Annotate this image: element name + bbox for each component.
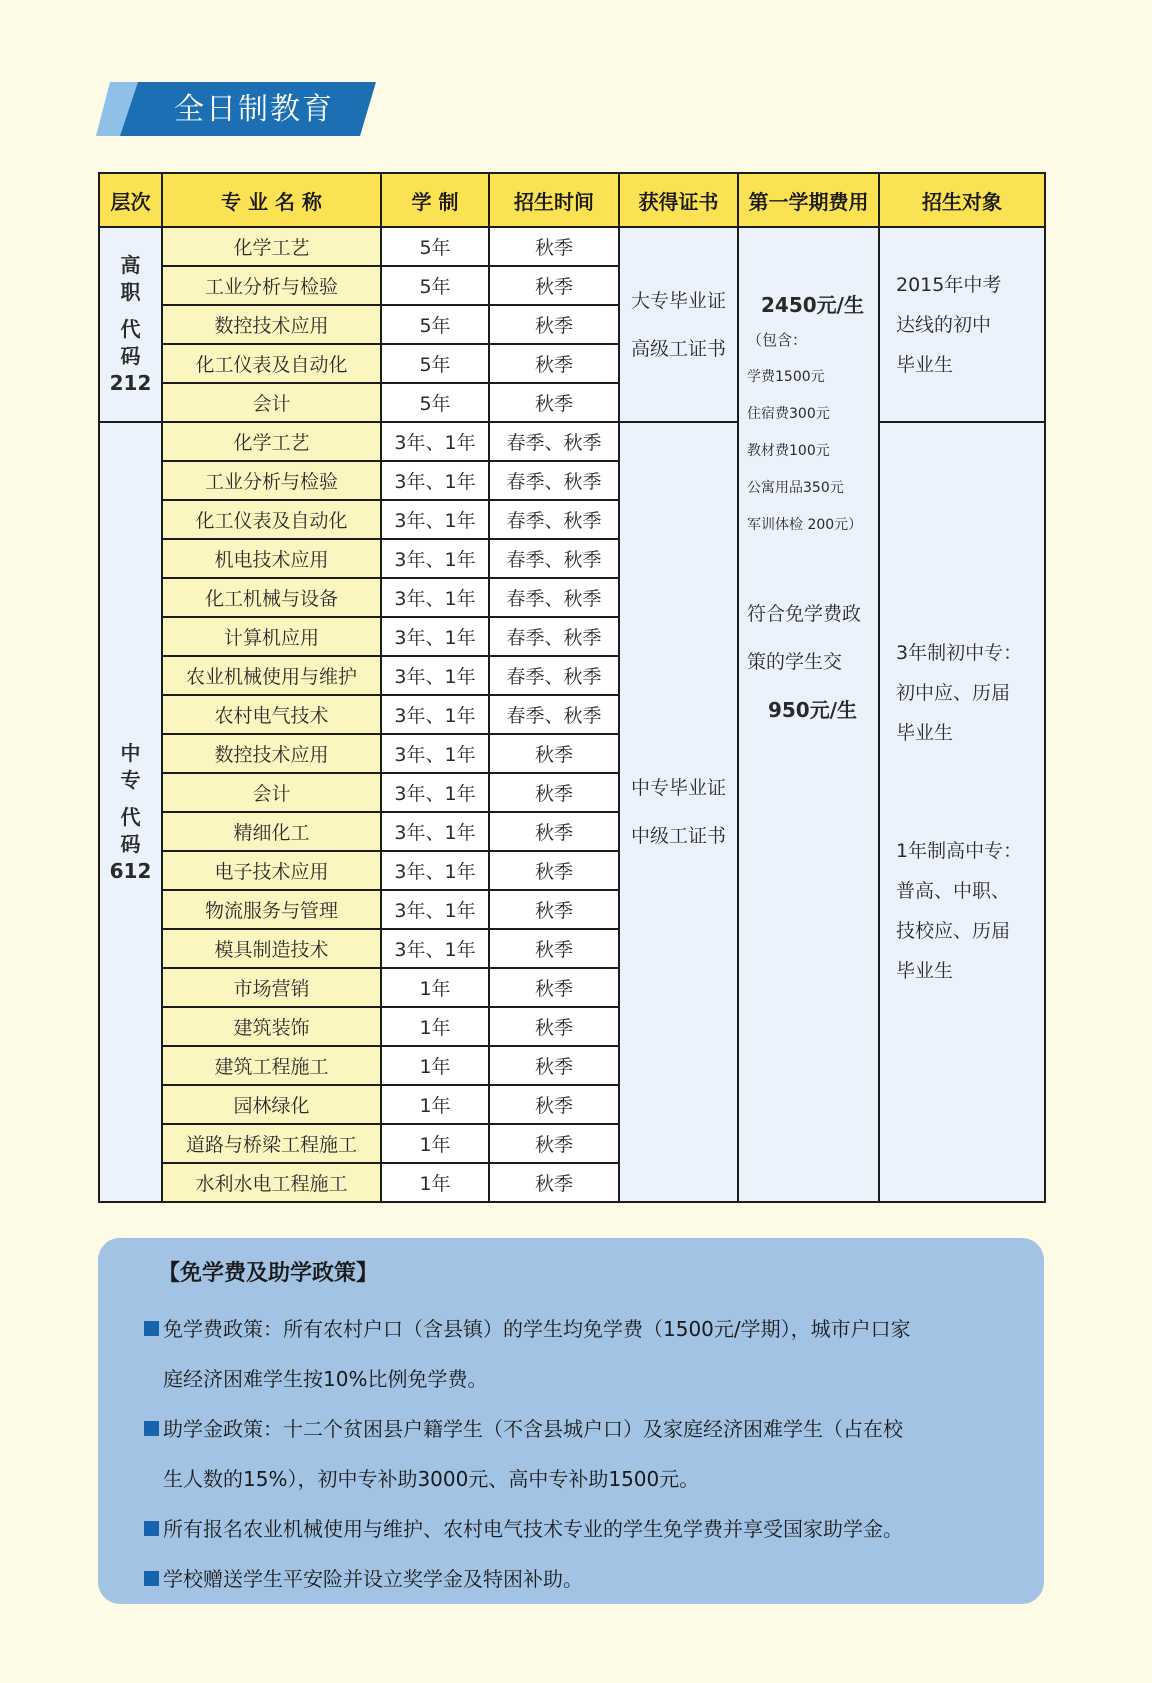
major-name: 电子技术应用	[162, 851, 381, 890]
major-name: 市场营销	[162, 968, 381, 1007]
enroll-time: 秋季	[489, 266, 619, 305]
enroll-time: 秋季	[489, 344, 619, 383]
certificate-line: 中专毕业证	[630, 777, 726, 799]
duration: 3年、1年	[381, 929, 489, 968]
level-char: 高	[120, 253, 141, 277]
enroll-time: 秋季	[489, 383, 619, 422]
enroll-time: 春季、秋季	[489, 539, 619, 578]
target-line: 毕业生	[896, 960, 954, 982]
enroll-time: 秋季	[489, 1007, 619, 1046]
enroll-time: 春季、秋季	[489, 695, 619, 734]
policy-text: 学校赠送学生平安险并设立奖学金及特困补助。	[163, 1567, 583, 1591]
enroll-time: 秋季	[489, 890, 619, 929]
enroll-time: 秋季	[489, 773, 619, 812]
program-table	[98, 172, 1046, 1203]
major-name: 建筑装饰	[162, 1007, 381, 1046]
level-char: 码	[120, 344, 141, 368]
enroll-time: 春季、秋季	[489, 461, 619, 500]
policy-line	[144, 1504, 1024, 1554]
target-line: 技校应、历届	[896, 920, 1011, 942]
target-line: 2015年中考	[896, 273, 1002, 296]
policy-text: 生人数的15%），初中专补助3000元、高中专补助1500元。	[163, 1467, 700, 1491]
major-name: 模具制造技术	[162, 929, 381, 968]
major-name: 建筑工程施工	[162, 1046, 381, 1085]
fee-alt: 950元/生	[767, 698, 858, 722]
major-name: 化学工艺	[162, 227, 381, 266]
enroll-time: 秋季	[489, 929, 619, 968]
major-name: 会计	[162, 773, 381, 812]
square-bullet-icon	[144, 1571, 159, 1586]
enroll-time: 秋季	[489, 968, 619, 1007]
major-name: 水利水电工程施工	[162, 1163, 381, 1202]
duration: 3年、1年	[381, 773, 489, 812]
target-zhongzhuan	[879, 422, 1045, 1202]
duration: 3年、1年	[381, 656, 489, 695]
target-line: 3年制初中专：	[896, 642, 1023, 664]
fee-detail: （包含：	[747, 331, 808, 349]
duration: 5年	[381, 344, 489, 383]
target-line: 毕业生	[896, 353, 954, 376]
duration: 5年	[381, 383, 489, 422]
major-name: 数控技术应用	[162, 305, 381, 344]
level-char: 代	[120, 317, 141, 341]
policy-line	[144, 1304, 1024, 1354]
fee-detail: 学费1500元	[747, 369, 825, 385]
major-name: 化工仪表及自动化	[162, 500, 381, 539]
level-char: 职	[120, 280, 141, 304]
major-name: 机电技术应用	[162, 539, 381, 578]
duration: 3年、1年	[381, 890, 489, 929]
enroll-time: 春季、秋季	[489, 617, 619, 656]
policy-item	[144, 1304, 1024, 1404]
duration: 5年	[381, 227, 489, 266]
enroll-time: 秋季	[489, 1046, 619, 1085]
target-group-1yr	[896, 831, 1044, 991]
major-name: 物流服务与管理	[162, 890, 381, 929]
enroll-time: 秋季	[489, 1085, 619, 1124]
policy-title: 【免学费及助学政策】	[158, 1261, 379, 1286]
certificate-gaozhi	[619, 227, 738, 422]
header-level: 层次	[99, 173, 162, 227]
duration: 3年、1年	[381, 539, 489, 578]
duration: 3年、1年	[381, 578, 489, 617]
table-header-row	[99, 173, 1045, 227]
enroll-time: 秋季	[489, 812, 619, 851]
policy-text: 助学金政策：十二个贫困县户籍学生（不含县城户口）及家庭经济困难学生（占在校	[163, 1417, 903, 1441]
major-name: 精细化工	[162, 812, 381, 851]
enroll-time: 秋季	[489, 734, 619, 773]
header-certificate: 获得证书	[619, 173, 738, 227]
duration: 3年、1年	[381, 422, 489, 461]
level-zhongzhuan	[99, 422, 162, 1202]
policy-text: 所有报名农业机械使用与维护、农村电气技术专业的学生免学费并享受国家助学金。	[163, 1517, 903, 1541]
table-row	[99, 227, 1045, 266]
header-duration: 学 制	[381, 173, 489, 227]
enroll-time: 秋季	[489, 1163, 619, 1202]
target-line: 普高、中职、	[896, 880, 1011, 902]
duration: 3年、1年	[381, 695, 489, 734]
duration: 1年	[381, 968, 489, 1007]
duration: 1年	[381, 1124, 489, 1163]
major-name: 计算机应用	[162, 617, 381, 656]
major-name: 化学工艺	[162, 422, 381, 461]
policy-item	[144, 1504, 1024, 1554]
enroll-time: 秋季	[489, 1124, 619, 1163]
table-row	[99, 422, 1045, 461]
policy-text: 庭经济困难学生按10%比例免学费。	[163, 1367, 488, 1391]
enroll-time: 春季、秋季	[489, 656, 619, 695]
duration: 1年	[381, 1007, 489, 1046]
duration: 3年、1年	[381, 812, 489, 851]
enroll-time: 秋季	[489, 305, 619, 344]
duration: 3年、1年	[381, 734, 489, 773]
enroll-time: 春季、秋季	[489, 500, 619, 539]
fee-note: 策的学生交	[747, 651, 843, 673]
header-enroll-time: 招生时间	[489, 173, 619, 227]
enroll-time: 春季、秋季	[489, 422, 619, 461]
policy-line	[144, 1554, 1024, 1604]
fee-detail: 军训体检 200元）	[747, 517, 863, 533]
certificate-line: 高级工证书	[630, 337, 726, 360]
fee-main: 2450元/生	[761, 293, 864, 317]
major-name: 化工仪表及自动化	[162, 344, 381, 383]
duration: 5年	[381, 305, 489, 344]
square-bullet-icon	[144, 1521, 159, 1536]
policy-text: 免学费政策：所有农村户口（含县镇）的学生均免学费（1500元/学期），城市户口家	[163, 1317, 911, 1341]
certificate-zhongzhuan	[619, 422, 738, 1202]
square-bullet-icon	[144, 1321, 159, 1336]
major-name: 园林绿化	[162, 1085, 381, 1124]
major-name: 化工机械与设备	[162, 578, 381, 617]
major-name: 会计	[162, 383, 381, 422]
major-name: 工业分析与检验	[162, 266, 381, 305]
enroll-time: 秋季	[489, 227, 619, 266]
fee-cell	[738, 227, 879, 1202]
fee-detail: 住宿费300元	[747, 406, 830, 422]
duration: 3年、1年	[381, 500, 489, 539]
fee-note: 符合免学费政	[747, 603, 862, 625]
header-fee: 第一学期费用	[738, 173, 879, 227]
duration: 1年	[381, 1046, 489, 1085]
level-char: 码	[120, 831, 141, 856]
duration: 3年、1年	[381, 851, 489, 890]
square-bullet-icon	[144, 1421, 159, 1436]
level-gaozhi	[99, 227, 162, 422]
target-group-3yr	[896, 633, 1044, 753]
policy-box	[98, 1238, 1044, 1604]
header-major: 专 业 名 称	[162, 173, 381, 227]
level-code: 612	[109, 858, 152, 883]
policy-item	[144, 1554, 1024, 1604]
certificate-line: 大专毕业证	[630, 289, 726, 312]
target-line: 达线的初中	[896, 313, 992, 336]
level-code: 212	[109, 371, 152, 395]
major-name: 农业机械使用与维护	[162, 656, 381, 695]
target-line: 毕业生	[896, 722, 954, 744]
enroll-time: 春季、秋季	[489, 578, 619, 617]
level-char: 专	[120, 767, 141, 792]
policy-line	[144, 1354, 1024, 1404]
policy-list	[144, 1304, 1024, 1604]
duration: 1年	[381, 1163, 489, 1202]
duration: 1年	[381, 1085, 489, 1124]
duration: 5年	[381, 266, 489, 305]
header-target: 招生对象	[879, 173, 1045, 227]
major-name: 数控技术应用	[162, 734, 381, 773]
policy-line	[144, 1454, 1024, 1504]
fee-detail: 公寓用品350元	[747, 480, 844, 496]
policy-item	[144, 1404, 1024, 1504]
target-line: 初中应、历届	[896, 682, 1011, 704]
fee-detail: 教材费100元	[747, 443, 830, 459]
major-name: 道路与桥梁工程施工	[162, 1124, 381, 1163]
target-line: 1年制高中专：	[896, 840, 1023, 862]
duration: 3年、1年	[381, 617, 489, 656]
target-gaozhi	[879, 227, 1045, 422]
level-char: 中	[120, 740, 141, 765]
major-name: 农村电气技术	[162, 695, 381, 734]
certificate-line: 中级工证书	[630, 825, 726, 847]
major-name: 工业分析与检验	[162, 461, 381, 500]
section-title: 全日制教育	[174, 92, 334, 127]
level-char: 代	[120, 804, 141, 829]
policy-line	[144, 1404, 1024, 1454]
enroll-time: 秋季	[489, 851, 619, 890]
duration: 3年、1年	[381, 461, 489, 500]
